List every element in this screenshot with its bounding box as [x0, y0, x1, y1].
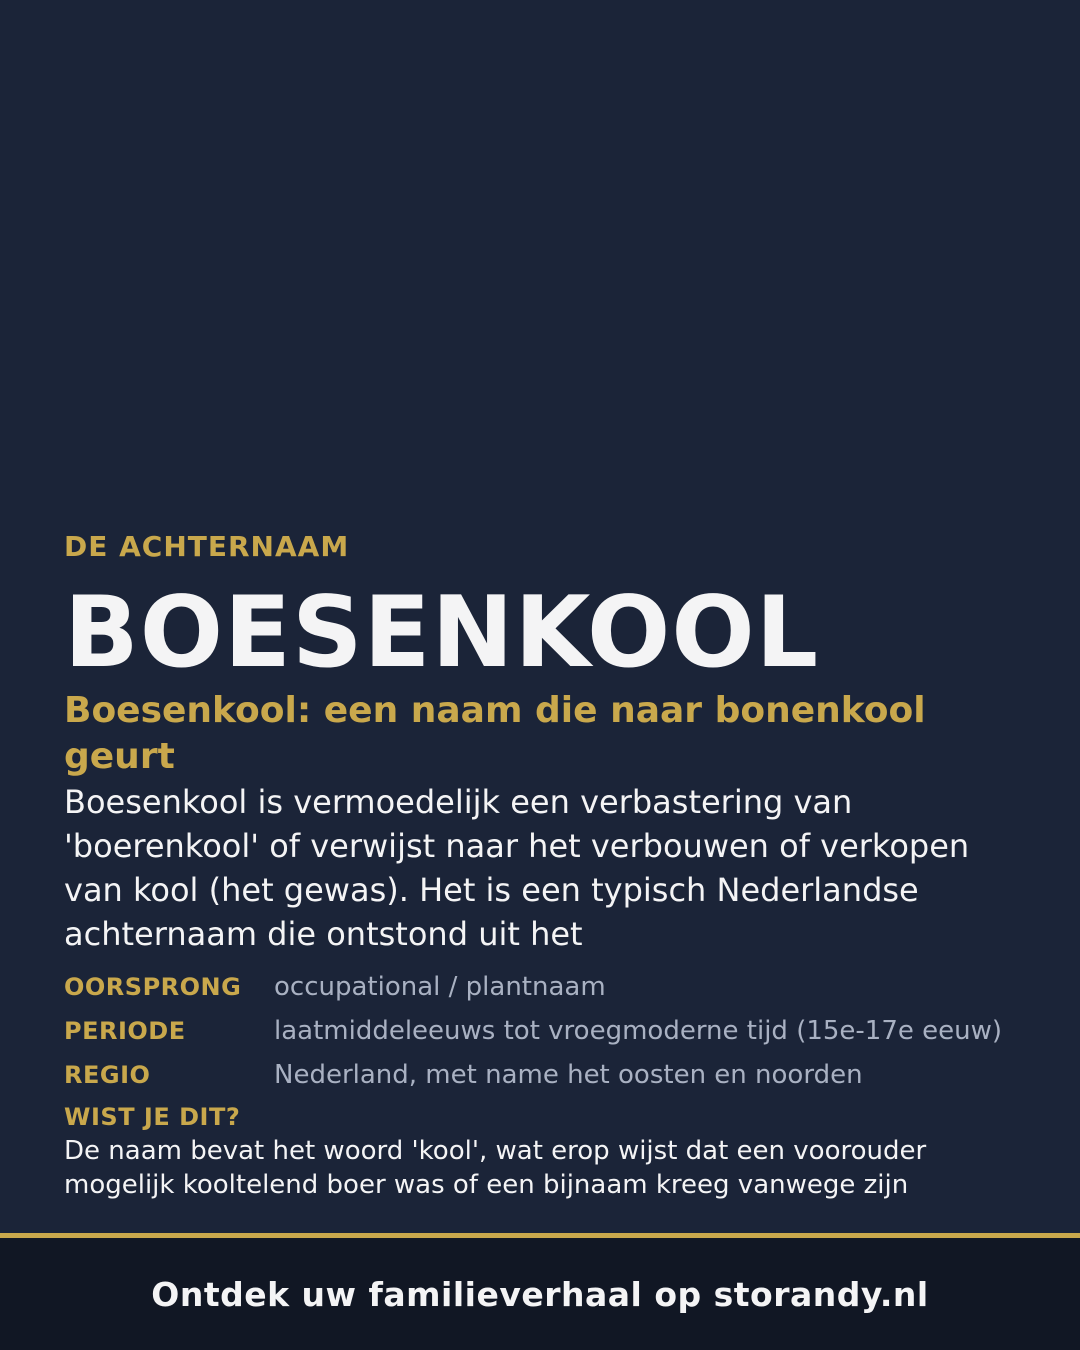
- facts-list: [64, 972, 1016, 1090]
- eyebrow-label: DE ACHTERNAAM: [64, 530, 350, 563]
- headline: Boesenkool: een naam die naar bonenkool geurt: [64, 690, 926, 777]
- summary-text: Boesenkool is vermoedelijk een verbastering van 'boerenkool' of verwijst naar het verbouwen of verkopen van kool (het gewas). Het is een typisch Nederlandse achternaam die ontstond uit het: [64, 783, 970, 953]
- fact-origin: [64, 972, 1016, 1002]
- footer-bar: [0, 1233, 1080, 1350]
- surname-card: [64, 530, 1016, 1202]
- fact-period: [64, 1016, 1016, 1046]
- fact-value-region: Nederland, met name het oosten en noorden: [274, 1060, 863, 1090]
- fact-value-origin: occupational / plantnaam: [274, 972, 606, 1002]
- surname-title: BOESENKOOL: [64, 576, 820, 690]
- fact-label-origin: OORSPRONG: [64, 973, 242, 1001]
- did-you-know-label: WIST JE DIT?: [64, 1103, 241, 1131]
- fact-label-region: REGIO: [64, 1061, 151, 1089]
- fact-label-period: PERIODE: [64, 1017, 186, 1045]
- fact-value-period: laatmiddeleeuws tot vroegmoderne tijd (15e-17e eeuw): [274, 1016, 1003, 1046]
- fact-region: [64, 1060, 1016, 1090]
- did-you-know-text: De naam bevat het woord 'kool', wat erop wijst dat een voorouder mogelijk kooltelend boer was of een bijnaam kreeg vanwege zijn: [64, 1136, 927, 1200]
- footer-cta-link[interactable]: Ontdek uw familieverhaal op storandy.nl: [151, 1274, 929, 1314]
